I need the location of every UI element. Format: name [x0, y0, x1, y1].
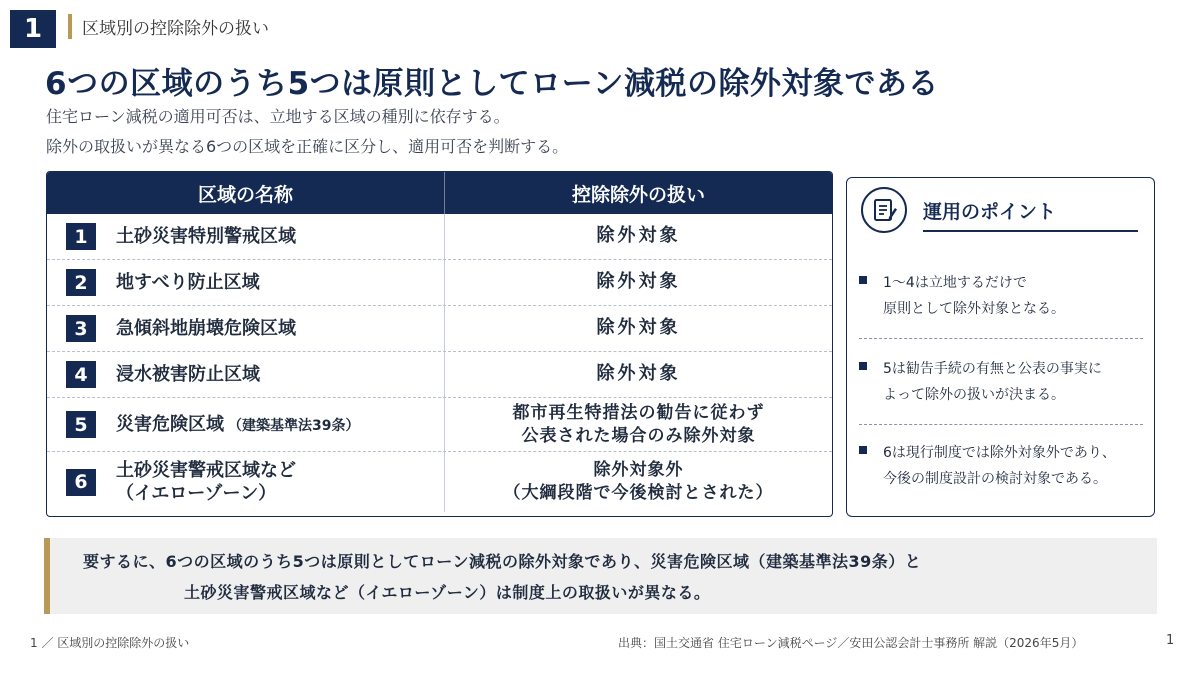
treatment-cell [445, 398, 832, 451]
point-text-line1: 5は勧告手続の有無と公表の事実に [883, 361, 1102, 377]
page-number: 1 [1166, 633, 1175, 648]
points-title-underline [923, 230, 1138, 232]
summary-text-line2: 土砂災害警戒区域など（イエローゾーン）は制度上の取扱いが異なる。 [184, 583, 711, 602]
zone-name: 浸水被害防止区域 [116, 363, 260, 385]
point-text-line2: 今後の制度設計の検討対象である。 [883, 471, 1107, 487]
treatment-text: 除外対象 [596, 225, 681, 247]
point-divider [859, 338, 1143, 339]
summary-accent-bar [44, 538, 50, 614]
table-row [47, 352, 832, 398]
section-title: 区域別の控除除外の扱い [82, 19, 269, 39]
treatment-text-line1: 都市再生特措法の勧告に従わず [512, 402, 765, 423]
table-row [47, 398, 832, 452]
lead-text-2: 除外の取扱いが異なる6つの区域を正確に区分し、適用可否を判断する。 [46, 137, 569, 156]
zone-name: 土砂災害特別警戒区域 [116, 225, 296, 247]
treatment-text: 除外対象 [596, 271, 681, 293]
row-number-badge: 1 [66, 223, 96, 250]
table-row [47, 260, 832, 306]
zone-name [116, 459, 296, 506]
treatment-cell [445, 452, 832, 512]
row-number-badge: 2 [66, 269, 96, 296]
zone-table [46, 171, 833, 517]
memo-icon [861, 187, 907, 233]
zone-name-line1: 土砂災害警戒区域など [116, 459, 296, 481]
row-number-badge: 4 [66, 361, 96, 388]
table-row [47, 214, 832, 260]
treatment-text-line1: 除外対象外 [593, 460, 684, 481]
row-number-badge: 6 [66, 469, 96, 496]
bullet-square-icon [859, 276, 867, 284]
bullet-square-icon [859, 362, 867, 370]
table-row [47, 452, 832, 512]
point-text-line2: よって除外の扱いが決まる。 [883, 387, 1065, 403]
footer-source: 出典：国土交通省 住宅ローン減税ページ／安田公認会計士事務所 解説（2026年5月） [618, 636, 1084, 650]
bullet-square-icon [859, 446, 867, 454]
header-treatment: 控除除外の扱い [571, 183, 705, 206]
summary-box [44, 538, 1157, 614]
zone-name-cell [47, 260, 445, 305]
lead-text-1: 住宅ローン減税の適用可否は、立地する区域の種別に依存する。 [46, 107, 510, 126]
zone-name-cell [47, 452, 445, 512]
zone-name [116, 413, 359, 436]
zone-name-note: （建築基準法39条） [228, 417, 360, 434]
treatment-cell [445, 306, 832, 351]
section-number-badge: 1 [10, 10, 56, 48]
zone-name: 地すべり防止区域 [116, 271, 260, 293]
table-header [47, 172, 832, 214]
points-panel [846, 177, 1155, 517]
point-text-line1: 6は現行制度では除外対象外であり、 [883, 445, 1116, 461]
zone-name-cell [47, 398, 445, 451]
treatment-text: 除外対象 [596, 317, 681, 339]
zone-name-main: 災害危険区域 [116, 413, 224, 435]
zone-name-cell [47, 306, 445, 351]
point-text-line2: 原則として除外対象となる。 [883, 301, 1065, 317]
zone-name-line2: （イエローゾーン） [116, 483, 277, 504]
point-text-line1: 1～4は立地するだけで [883, 275, 1027, 291]
treatment-text-line2: 公表された場合のみ除外対象 [521, 425, 756, 446]
row-number-badge: 5 [66, 411, 96, 438]
treatment-cell [445, 352, 832, 397]
page-headline: 6つの区域のうち5つは原則としてローン減税の除外対象である [45, 66, 940, 102]
zone-name-cell [47, 214, 445, 259]
summary-text-line1: 要するに、6つの区域のうち5つは原則としてローン減税の除外対象であり、災害危険区域（建築基準法39条）と [83, 552, 922, 571]
zone-name: 急傾斜地崩壊危険区域 [116, 317, 296, 339]
table-row [47, 306, 832, 352]
row-number-badge: 3 [66, 315, 96, 342]
point-divider [859, 424, 1143, 425]
header-zone-name: 区域の名称 [47, 172, 445, 214]
treatment-cell [445, 260, 832, 305]
points-title: 運用のポイント [923, 201, 1057, 223]
zone-name-cell [47, 352, 445, 397]
footer-section-label: 1 ／ 区域別の控除除外の扱い [30, 636, 190, 650]
treatment-text: 除外対象 [596, 363, 681, 385]
section-accent-bar [68, 14, 72, 39]
treatment-cell [445, 214, 832, 259]
treatment-text-line2: （大綱段階で今後検討とされた） [503, 483, 774, 503]
